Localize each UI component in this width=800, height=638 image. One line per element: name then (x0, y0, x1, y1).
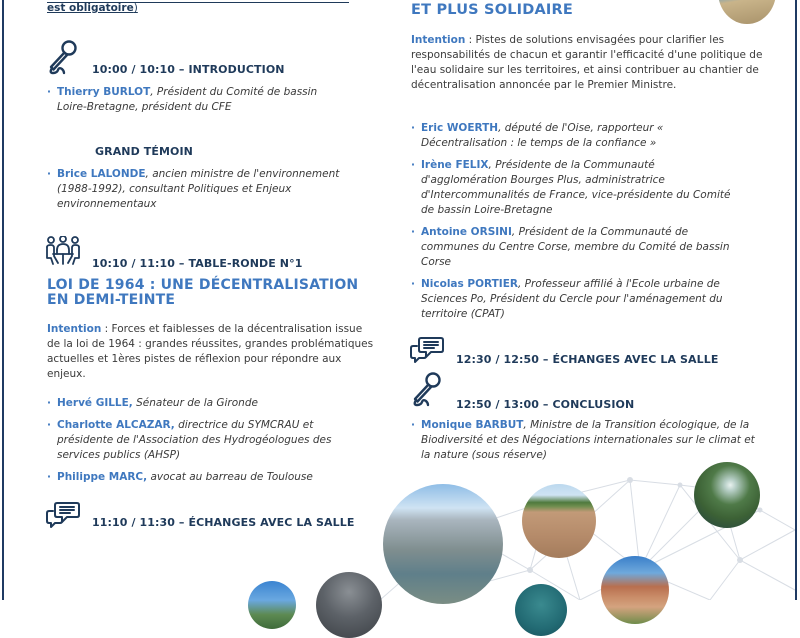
table-ronde-1-time: 10:10 / 11:10 – TABLE-RONDE N°1 (92, 257, 303, 270)
speaker-burlot: · Thierry BURLOT, Président du Comité de bassin Loire-Bretagne, président du CFE (47, 86, 318, 113)
table-ronde-1-title: LOI DE 1964 : UNE DÉCENTRALISATION EN DEMI-TEINTE (47, 277, 359, 308)
microphone-icon (409, 372, 443, 408)
round-table-icon (45, 236, 81, 266)
paris-seine-photo (383, 484, 503, 604)
echanges-1-time: 11:10 / 11:30 – ÉCHANGES AVEC LA SALLE (92, 516, 355, 529)
page-border-right (795, 0, 797, 600)
grand-temoin-heading: GRAND TÉMOIN (95, 145, 193, 158)
rain-storm-photo (316, 572, 382, 638)
table-ronde-1-intention: Intention : Forces et faiblesses de la décentralisation issue de la loi de 1964 : grandes réussites, grandes problématiques actuelles et 1ères pistes de réflexion pour répondre aux enjeux. (47, 323, 374, 380)
waterfall-photo (694, 462, 760, 528)
table-ronde-2-title-tail: ET PLUS SOLIDAIRE (411, 2, 573, 18)
speaker-marc: · Philippe MARC, avocat au barreau de Toulouse (47, 471, 313, 483)
conclusion-time: 12:50 / 13:00 – CONCLUSION (456, 398, 635, 411)
sea-photo (515, 584, 567, 636)
table-ronde-2-intention: Intention : Pistes de solutions envisagées pour clarifier les responsabilités de chacun et garantir l'efficacité d'une politique de l'eau solidaire sur les territoires, et ainsi contribuer au chantier de décentralisation annoncée par le Premier Ministre. (411, 34, 763, 91)
speaker-portier: · Nicolas PORTIER, Professeur affilié à l'Ecole urbaine de Sciences Po, Président du Cercle pour l'aménagement du territoire (CPAT) (411, 278, 723, 320)
dry-lake-photo (522, 484, 596, 558)
forest-sky-photo (248, 581, 296, 629)
microphone-icon (45, 40, 79, 76)
speaker-woerth: · Eric WOERTH, député de l'Oise, rapporteur « Décentralisation : le temps de la confiance » (411, 122, 664, 149)
speaker-orsini: · Antoine ORSINI, Président de la Communauté de communes du Centre Corse, membre du Comité de bassin Corse (411, 226, 730, 268)
intro-time-heading: 10:00 / 10:10 – INTRODUCTION (92, 63, 285, 76)
beach-photo (718, 0, 776, 24)
chat-bubbles-icon (45, 501, 81, 529)
speaker-gille: · Hervé GILLE, Sénateur de la Gironde (47, 397, 258, 409)
strasbourg-photo (601, 556, 669, 624)
chat-bubbles-icon (409, 336, 445, 364)
speaker-lalonde: · Brice LALONDE, ancien ministre de l'environnement (1988-1992), consultant Politiques et Enjeux environnementaux (47, 168, 340, 210)
speaker-barbut: · Monique BARBUT, Ministre de la Transition écologique, de la Biodiversité et des Négociations internationales sur le climat et la nature (sous réserve) (411, 419, 755, 461)
speaker-felix: · Irène FELIX, Présidente de la Communauté d'agglomération Bourges Plus, administratrice d'Intercommunalités de France, vice-présidente du Comité de bassin Loire-Bretagne (411, 159, 731, 216)
echanges-2-time: 12:30 / 12:50 – ÉCHANGES AVEC LA SALLE (456, 353, 719, 366)
speaker-alcazar: · Charlotte ALCAZAR, directrice du SYMCRAU et présidente de l'Association des Hydrogéologues des services publics (AHSP) (47, 419, 332, 461)
page-border-left (2, 0, 4, 600)
registration-link[interactable]: est obligatoire) (47, 2, 138, 14)
